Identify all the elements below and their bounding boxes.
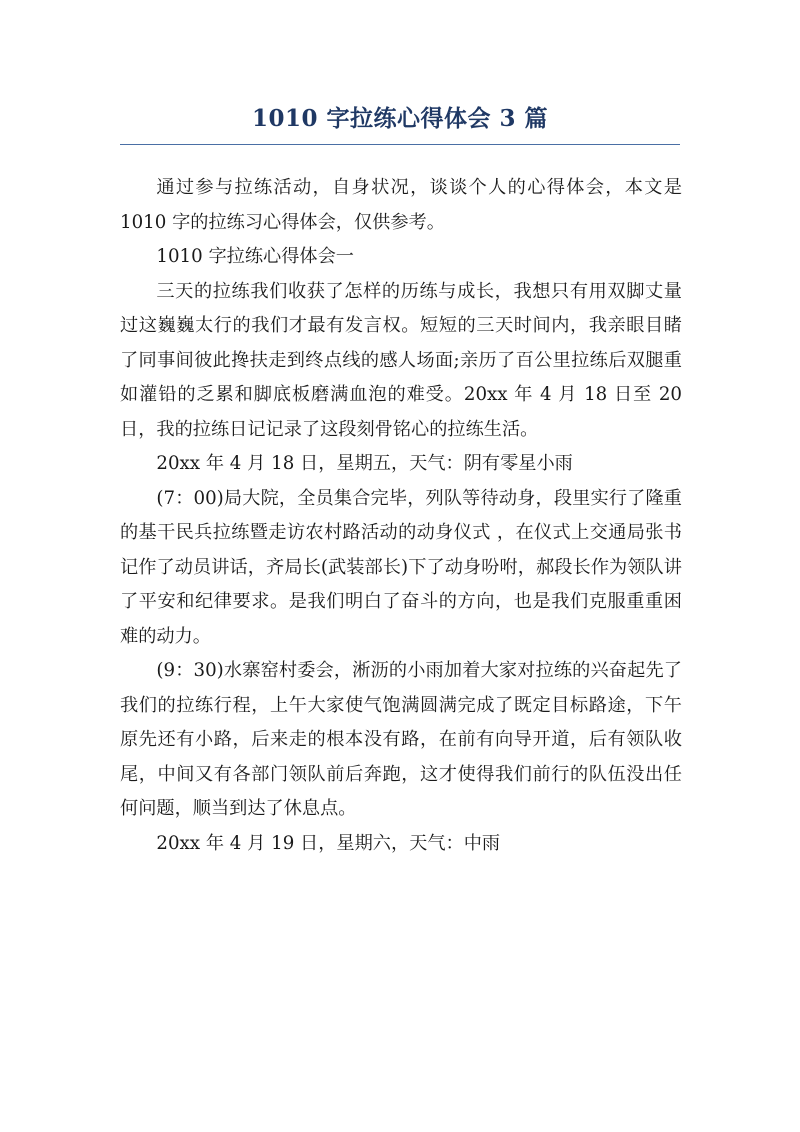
title-underline: [120, 144, 680, 145]
document-title: 1010 字拉练心得体会 3 篇: [251, 105, 549, 132]
intro-paragraph: 通过参与拉练活动，自身状况，谈谈个人的心得体会，本文是 1010 字的拉练习心得体会，仅供参考。: [120, 177, 682, 233]
section-heading: 1010 字拉练心得体会一: [156, 246, 354, 267]
diary-date-line: 20xx 年 4 月 19 日，星期六，天气：中雨: [156, 832, 501, 854]
document-body: [120, 171, 682, 861]
diary-date-line: 20xx 年 4 月 18 日，星期五，天气：阴有零星小雨: [156, 453, 573, 474]
body-paragraph: (7：00)局大院，全员集合完毕，列队等待动身，段里实行了隆重的基干民兵拉练暨走访农村路活动的动身仪式 ，在仪式上交通局张书记作了动员讲话，齐局长(武装部长)下了动身吩咐，郝段长作为领队讲了平安和纪律要求。是我们明白了奋斗的方向，也是我们克服重重困难的动力。: [120, 487, 682, 647]
body-paragraph: 三天的拉练我们收获了怎样的历练与成长，我想只有用双脚丈量过这巍巍太行的我们才最有发言权。短短的三天时间内，我亲眼目睹了同事间彼此搀扶走到终点线的感人场面;亲历了百公里拉练后双腿重如灌铅的乏累和脚底板磨满血泡的难受。20xx 年 4 月 18 日至 20 日，我的拉练日记记录了这段刻骨铭心的拉练生活。: [120, 280, 682, 440]
body-paragraph: (9：30)水寨窑村委会，淅沥的小雨加着大家对拉练的兴奋起先了我们的拉练行程，上午大家使气饱满圆满完成了既定目标路途，下午原先还有小路，后来走的根本没有路，在前有向导开道，后有领队收尾，中间又有各部门领队前后奔跑，这才使得我们前行的队伍没出任何问题，顺当到达了休息点。: [120, 660, 682, 819]
